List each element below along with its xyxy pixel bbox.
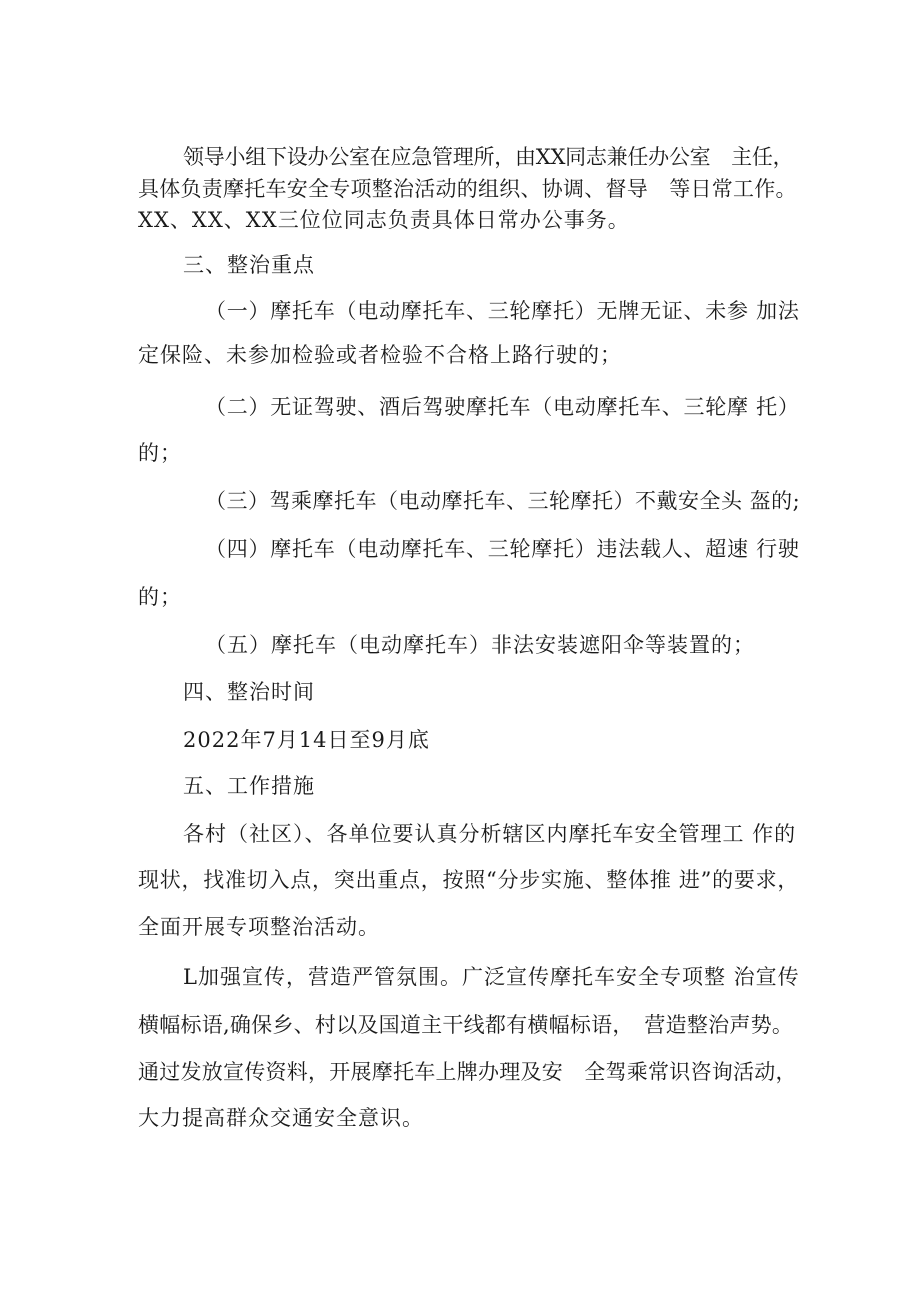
- paragraph-office-line-1: 领导小组下设办公室在应急管理所，由XX同志兼任办公室 主任，: [183, 145, 794, 169]
- item-2-line-1: （二）无证驾驶、酒后驾驶摩托车（电动摩托车、三轮摩 托）: [205, 395, 800, 419]
- section-heading-measures: 五、工作措施: [183, 774, 315, 798]
- item-2-line-2: 的；: [138, 441, 182, 465]
- item-5: （五）摩托车（电动摩托车）非法安装遮阳伞等装置的；: [205, 633, 755, 657]
- time-period: 2022年7月14日至9月底: [183, 728, 430, 752]
- paragraph-office-line-3: XX、XX、XX三位位同志负责具体日常办公事务。: [138, 208, 630, 232]
- publicity-paragraph-line-3: 通过发放宣传资料，开展摩托车上牌办理及安 全驾乘常识咨询活动，: [138, 1060, 797, 1084]
- measures-paragraph-line-1: 各村（社区）、各单位要认真分析辖区内摩托车安全管理工 作的: [183, 822, 797, 846]
- item-4-line-1: （四）摩托车（电动摩托车、三轮摩托）违法载人、超速 行驶: [205, 537, 800, 561]
- publicity-paragraph-line-4: 大力提高群众交通安全意识。: [138, 1106, 424, 1130]
- section-heading-focus: 三、整治重点: [183, 253, 315, 277]
- section-heading-time: 四、整治时间: [183, 680, 315, 704]
- measures-paragraph-line-3: 全面开展专项整治活动。: [138, 915, 380, 939]
- item-1-line-1: （一）摩托车（电动摩托车、三轮摩托）无牌无证、未参 加法: [205, 299, 800, 323]
- item-4-line-2: 的；: [138, 585, 182, 609]
- measures-paragraph-line-2: 现状，找准切入点，突出重点，按照“分步实施、整体推 进”的要求，: [138, 868, 800, 892]
- paragraph-office-line-2: 具体负责摩托车安全专项整治活动的组织、协调、督导 等日常工作。: [138, 177, 797, 201]
- publicity-paragraph-line-2: 横幅标语,确保乡、村以及国道主干线都有横幅标语， 营造整治声势。: [138, 1013, 794, 1037]
- publicity-paragraph-line-1: L加强宣传，营造严管氛围。广泛宣传摩托车安全专项整 治宣传: [183, 965, 800, 989]
- item-1-line-2: 定保险、未参加检验或者检验不合格上路行驶的；: [138, 343, 622, 367]
- item-3: （三）驾乘摩托车（电动摩托车、三轮摩托）不戴安全头 盔的;: [205, 489, 801, 513]
